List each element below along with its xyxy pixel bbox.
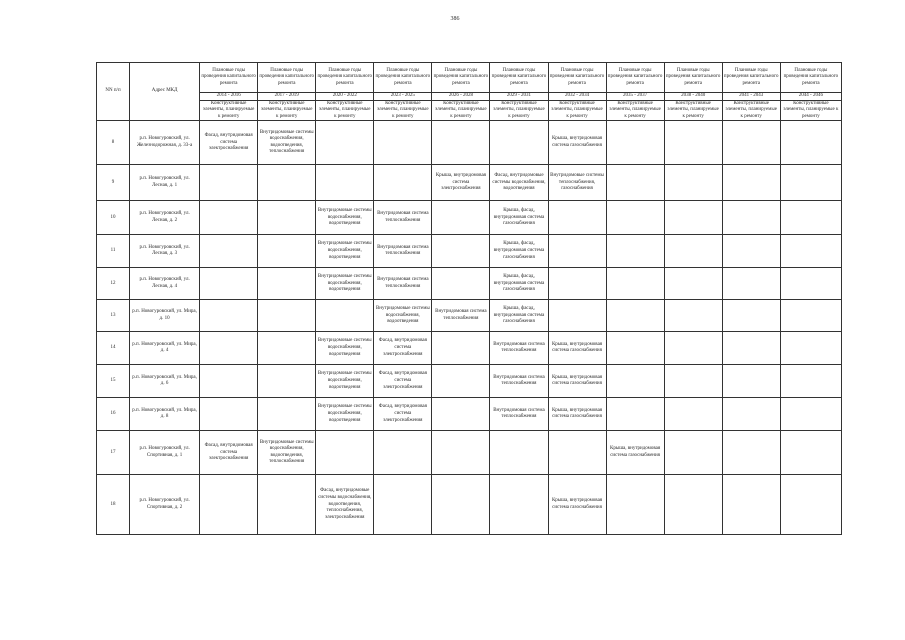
repair-elements-cell: Фасад, внутридомовая система электроснабжения [374,332,432,365]
repair-elements-cell: Крыша, фасад, внутридомовая система газоснабжения [490,268,548,300]
repair-elements-cell [780,268,841,300]
repair-elements-cell [374,475,432,535]
header-period-title: Плановые годы проведения капитального ремонта [490,63,548,93]
repair-elements-cell [258,300,316,332]
repair-elements-cell: Фасад, внутридомовые системы водоснабжения, водоотведения, теплоснабжения, электроснабжения [316,475,374,535]
repair-elements-cell [664,121,722,165]
row-number: 16 [97,398,130,431]
repair-elements-cell: Крыша, внутридомовая система газоснабжения [548,475,606,535]
table-body [97,121,842,535]
repair-elements-cell [780,365,841,398]
row-address: р.п. Новогуровский, ул. Лесная, д. 1 [130,165,200,201]
repair-elements-cell: Внутридомовые системы водоснабжения, водоотведения [316,235,374,268]
repair-elements-cell [258,235,316,268]
repair-elements-cell: Внутридомовые системы водоснабжения, водоотведения [316,365,374,398]
repair-elements-cell: Крыша, внутридомовая система электроснабжения [432,165,490,201]
repair-elements-cell [606,235,664,268]
repair-elements-cell [780,235,841,268]
repair-elements-cell [200,235,258,268]
repair-elements-cell [664,235,722,268]
header-period-years: 2032 - 2034 [548,93,606,101]
repair-elements-cell [780,201,841,235]
header-elements-title: Конструктивные элементы, планируемые к ремонту [258,100,316,121]
header-period-title: Плановые годы проведения капитального ремонта [316,63,374,93]
header-period-years: 2044 - 2046 [780,93,841,101]
header-elements-title: Конструктивные элементы, планируемые к ремонту [316,100,374,121]
header-period-title: Плановые годы проведения капитального ремонта [258,63,316,93]
repair-elements-cell [722,201,780,235]
row-number: 18 [97,475,130,535]
header-elements-title: Конструктивные элементы, планируемые к ремонту [490,100,548,121]
row-address: р.п. Новогуровский, ул. Мира, д. 4 [130,332,200,365]
repair-elements-cell [606,332,664,365]
table-header [97,63,842,121]
repair-elements-cell [258,268,316,300]
header-period-title: Плановые годы проведения капитального ремонта [722,63,780,93]
repair-elements-cell [490,475,548,535]
header-period-years: 2014 - 2016 [200,93,258,101]
repair-elements-cell [258,475,316,535]
repair-elements-cell [432,121,490,165]
repair-elements-cell [200,268,258,300]
repair-elements-cell: Крыша, внутридомовая система газоснабжения [548,365,606,398]
repair-elements-cell [664,398,722,431]
table-row [97,235,842,268]
repair-elements-cell [606,165,664,201]
repair-elements-cell [722,398,780,431]
repair-elements-cell [316,165,374,201]
header-elements-title: Конструктивные элементы, планируемые к ремонту [780,100,841,121]
repair-elements-cell [258,201,316,235]
repair-elements-cell [780,475,841,535]
header-elements-title: Конструктивные элементы, планируемые к ремонту [664,100,722,121]
header-period-years: 2026 - 2028 [432,93,490,101]
row-number: 12 [97,268,130,300]
repair-elements-cell [548,235,606,268]
header-period-title: Плановые годы проведения капитального ремонта [548,63,606,93]
repair-elements-cell [374,121,432,165]
repair-elements-cell [490,121,548,165]
repair-elements-cell [432,398,490,431]
repair-elements-cell: Крыша, внутридомовая система газоснабжения [548,121,606,165]
row-number: 13 [97,300,130,332]
repair-elements-cell: Внутридомовая система теплоснабжения [490,398,548,431]
repair-elements-cell [200,398,258,431]
repair-elements-cell [548,431,606,475]
capital-repair-schedule-table [96,62,842,535]
repair-elements-cell [664,201,722,235]
table-row [97,431,842,475]
table-row [97,165,842,201]
repair-elements-cell [722,300,780,332]
row-number: 9 [97,165,130,201]
repair-elements-cell [722,165,780,201]
header-elements-title: Конструктивные элементы, планируемые к ремонту [722,100,780,121]
repair-elements-cell [258,332,316,365]
repair-elements-cell [664,431,722,475]
header-period-title: Плановые годы проведения капитального ремонта [606,63,664,93]
repair-elements-cell [606,300,664,332]
repair-elements-cell [432,332,490,365]
repair-elements-cell [432,475,490,535]
repair-elements-cell: Крыша, фасад, внутридомовая система газоснабжения [490,300,548,332]
row-number: 11 [97,235,130,268]
repair-elements-cell [548,201,606,235]
repair-elements-cell [200,475,258,535]
repair-elements-cell: Внутридомовая система теплоснабжения [432,300,490,332]
header-elements-title: Конструктивные элементы, планируемые к ремонту [200,100,258,121]
row-number: 17 [97,431,130,475]
page-number: 386 [450,16,460,22]
repair-elements-cell [664,365,722,398]
header-elements-title: Конструктивные элементы, планируемые к ремонту [548,100,606,121]
row-address: р.п. Новогуровский, ул. Спортивная, д. 1 [130,431,200,475]
repair-elements-cell [200,165,258,201]
repair-elements-cell: Внутридомовые системы водоснабжения, водоотведения [316,201,374,235]
repair-elements-cell [722,121,780,165]
header-elements-title: Конструктивные элементы, планируемые к ремонту [374,100,432,121]
repair-elements-cell [548,268,606,300]
header-period-years: 2020 - 2022 [316,93,374,101]
repair-elements-cell [432,431,490,475]
repair-elements-cell [548,300,606,332]
header-period-title: Плановые годы проведения капитального ремонта [374,63,432,93]
repair-elements-cell: Внутридомовые системы водоснабжения, водоотведения [374,300,432,332]
repair-elements-cell [722,475,780,535]
repair-elements-cell: Крыша, внутридомовая система газоснабжения [606,431,664,475]
repair-elements-cell [664,165,722,201]
repair-elements-cell [432,365,490,398]
row-address: р.п. Новогуровский, ул. Мира, д. 8 [130,398,200,431]
row-number: 8 [97,121,130,165]
repair-elements-cell [664,332,722,365]
header-elements-title: Конструктивные элементы, планируемые к ремонту [432,100,490,121]
row-address: р.п. Новогуровский, ул. Мира, д. 10 [130,300,200,332]
repair-elements-cell: Крыша, фасад, внутридомовая система газоснабжения [490,201,548,235]
header-period-years: 2017 - 2019 [258,93,316,101]
repair-elements-cell: Внутридомовые системы теплоснабжения, газоснабжения [548,165,606,201]
table-row [97,300,842,332]
repair-elements-cell: Фасад, внутридомовая система электроснабжения [200,431,258,475]
repair-elements-cell: Фасад, внутридомовая система электроснабжения [374,398,432,431]
repair-elements-cell [664,300,722,332]
repair-elements-cell: Внутридомовые системы водоснабжения, водоотведения, теплоснабжения [258,121,316,165]
repair-elements-cell [722,268,780,300]
repair-elements-cell: Фасад, внутридомовая система электроснабжения [200,121,258,165]
repair-elements-cell [374,165,432,201]
table-row [97,332,842,365]
header-elements-title: Конструктивные элементы, планируемые к ремонту [606,100,664,121]
repair-elements-cell [722,365,780,398]
repair-elements-cell [780,300,841,332]
header-period-title: Плановые годы проведения капитального ремонта [432,63,490,93]
repair-elements-cell [606,121,664,165]
repair-elements-cell: Внутридомовые системы водоснабжения, водоотведения [316,268,374,300]
repair-elements-cell [200,365,258,398]
row-address: р.п. Новогуровский, ул. Лесная, д. 4 [130,268,200,300]
repair-elements-cell [258,365,316,398]
repair-elements-cell [258,165,316,201]
repair-elements-cell [316,121,374,165]
repair-elements-cell [432,235,490,268]
row-address: р.п. Новогуровский, ул. Лесная, д. 2 [130,201,200,235]
repair-elements-cell [606,268,664,300]
repair-elements-cell [200,300,258,332]
repair-elements-cell: Внутридомовая система теплоснабжения [490,332,548,365]
repair-elements-cell [200,201,258,235]
repair-elements-cell [780,431,841,475]
row-number: 10 [97,201,130,235]
repair-elements-cell [664,475,722,535]
row-address: р.п. Новогуровский, ул. Спортивная, д. 2 [130,475,200,535]
repair-elements-cell: Внутридомовые системы водоснабжения, водоотведения [316,398,374,431]
repair-elements-cell: Внутридомовая система теплоснабжения [374,235,432,268]
table-row [97,268,842,300]
repair-elements-cell: Фасад, внутридомовая система электроснабжения [374,365,432,398]
repair-elements-cell: Фасад, внутридомовые системы водоснабжения, водоотведения [490,165,548,201]
repair-elements-cell: Внутридомовая система теплоснабжения [490,365,548,398]
repair-elements-cell [258,398,316,431]
repair-elements-cell [490,431,548,475]
row-number: 14 [97,332,130,365]
header-period-title: Плановые годы проведения капитального ремонта [200,63,258,93]
header-period-years: 2035 - 2037 [606,93,664,101]
header-period-years: 2029 - 2031 [490,93,548,101]
repair-elements-cell [606,475,664,535]
header-period-years: 2038 - 2040 [664,93,722,101]
header-nn: NN п/п [97,63,130,121]
repair-elements-cell [664,268,722,300]
repair-elements-cell: Внутридомовые системы водоснабжения, водоотведения [316,332,374,365]
repair-elements-cell: Внутридомовая система теплоснабжения [374,268,432,300]
repair-elements-cell [432,201,490,235]
repair-elements-cell [780,332,841,365]
header-period-years: 2041 - 2043 [722,93,780,101]
repair-elements-cell [200,332,258,365]
table-row [97,398,842,431]
row-address: р.п. Новогуровский, ул. Железнодорожная, д. 33-а [130,121,200,165]
repair-elements-cell [722,235,780,268]
repair-elements-cell [374,431,432,475]
repair-elements-cell [780,165,841,201]
header-period-title: Плановые годы проведения капитального ремонта [780,63,841,93]
repair-elements-cell [722,332,780,365]
table-row [97,475,842,535]
repair-elements-cell [432,268,490,300]
repair-elements-cell [780,121,841,165]
repair-elements-cell: Крыша, фасад, внутридомовая система газоснабжения [490,235,548,268]
header-address: Адрес МКД [130,63,200,121]
table-row [97,365,842,398]
repair-elements-cell: Крыша, внутридомовая система газоснабжения [548,398,606,431]
row-address: р.п. Новогуровский, ул. Лесная, д. 3 [130,235,200,268]
repair-elements-cell [316,300,374,332]
repair-elements-cell [780,398,841,431]
repair-elements-cell: Внутридомовые системы водоснабжения, водоотведения, теплоснабжения [258,431,316,475]
repair-elements-cell: Крыша, внутридомовая система газоснабжения [548,332,606,365]
repair-elements-cell [606,365,664,398]
repair-elements-cell [606,201,664,235]
repair-elements-cell [722,431,780,475]
row-address: р.п. Новогуровский, ул. Мира, д. 6 [130,365,200,398]
header-period-title: Плановые годы проведения капитального ремонта [664,63,722,93]
table-row [97,201,842,235]
repair-elements-cell [316,431,374,475]
repair-elements-cell [606,398,664,431]
header-period-years: 2023 - 2025 [374,93,432,101]
repair-elements-cell: Внутридомовая система теплоснабжения [374,201,432,235]
table-row [97,121,842,165]
row-number: 15 [97,365,130,398]
